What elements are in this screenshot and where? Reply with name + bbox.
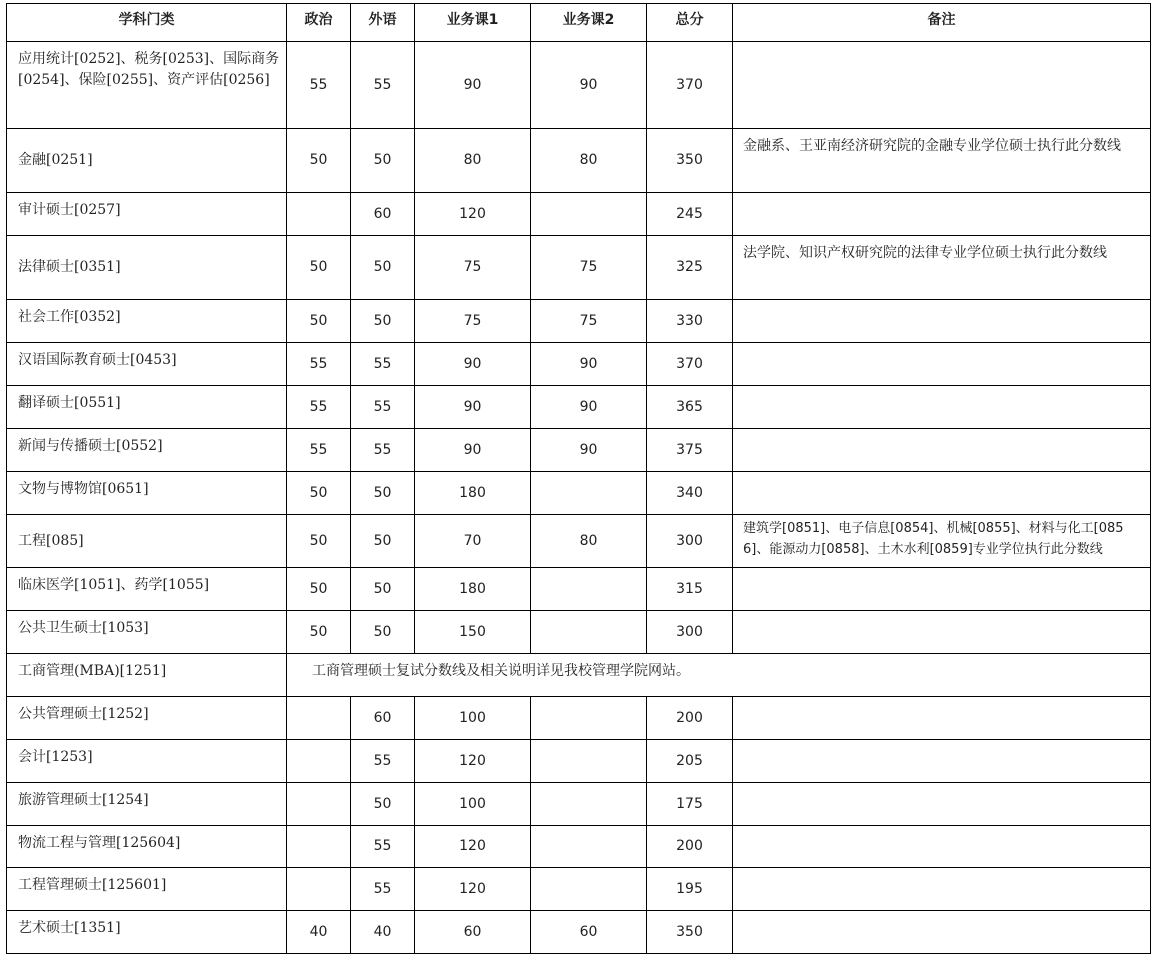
course1-cell: 90 [415,429,531,472]
header-language: 外语 [351,4,415,42]
total-cell: 245 [647,193,733,236]
table-row [7,740,1151,783]
header-category: 学科门类 [7,4,287,42]
table-row [7,868,1151,911]
politics-cell: 55 [287,343,351,386]
politics-cell: 50 [287,611,351,654]
category-cell: 应用统计[0252]、税务[0253]、国际商务[0254]、保险[0255]、资产评估[0256] [7,42,287,129]
table-row [7,386,1151,429]
table-row [7,472,1151,515]
course2-cell: 90 [531,386,647,429]
course1-cell: 75 [415,236,531,300]
category-cell: 会计[1253] [7,740,287,783]
note-cell [733,343,1151,386]
note-cell [733,783,1151,826]
politics-cell [287,826,351,868]
course2-cell [531,697,647,740]
politics-cell: 50 [287,472,351,515]
course1-cell: 100 [415,783,531,826]
course2-cell: 80 [531,129,647,193]
total-cell: 365 [647,386,733,429]
course2-cell: 90 [531,429,647,472]
language-cell: 50 [351,515,415,568]
table-row [7,611,1151,654]
note-cell: 建筑学[0851]、电子信息[0854]、机械[0855]、材料与化工[0856]、能源动力[0858]、土木水利[0859]专业学位执行此分数线 [733,515,1151,568]
politics-cell: 40 [287,911,351,954]
total-cell: 205 [647,740,733,783]
note-cell [733,697,1151,740]
total-cell: 330 [647,300,733,343]
category-cell: 临床医学[1051]、药学[1055] [7,568,287,611]
course2-cell: 60 [531,911,647,954]
table-row [7,783,1151,826]
total-cell: 200 [647,826,733,868]
politics-cell [287,697,351,740]
course1-cell: 80 [415,129,531,193]
course2-cell [531,868,647,911]
table-row [7,42,1151,129]
course1-cell: 90 [415,343,531,386]
language-cell: 55 [351,343,415,386]
politics-cell [287,193,351,236]
table-row [7,429,1151,472]
total-cell: 315 [647,568,733,611]
table-row [7,193,1151,236]
total-cell: 300 [647,515,733,568]
note-cell [733,911,1151,954]
header-politics: 政治 [287,4,351,42]
note-cell [733,300,1151,343]
language-cell: 55 [351,386,415,429]
note-cell [733,826,1151,868]
category-cell: 社会工作[0352] [7,300,287,343]
category-cell: 新闻与传播硕士[0552] [7,429,287,472]
category-cell: 法律硕士[0351] [7,236,287,300]
language-cell: 60 [351,697,415,740]
total-cell: 370 [647,343,733,386]
language-cell: 55 [351,429,415,472]
language-cell: 50 [351,783,415,826]
total-cell: 340 [647,472,733,515]
total-cell: 350 [647,911,733,954]
course1-cell: 60 [415,911,531,954]
language-cell: 55 [351,740,415,783]
table-row [7,568,1151,611]
course1-cell: 120 [415,193,531,236]
language-cell: 55 [351,868,415,911]
header-course1: 业务课1 [415,4,531,42]
category-cell: 艺术硕士[1351] [7,911,287,954]
header-total: 总分 [647,4,733,42]
note-cell: 法学院、知识产权研究院的法律专业学位硕士执行此分数线 [733,236,1151,300]
category-cell: 汉语国际教育硕士[0453] [7,343,287,386]
table-row [7,343,1151,386]
politics-cell [287,868,351,911]
score-table [6,3,1151,954]
total-cell: 195 [647,868,733,911]
category-cell: 审计硕士[0257] [7,193,287,236]
category-cell: 翻译硕士[0551] [7,386,287,429]
politics-cell: 55 [287,386,351,429]
table-row [7,826,1151,868]
note-cell [733,611,1151,654]
course1-cell: 120 [415,826,531,868]
category-cell: 工程[085] [7,515,287,568]
note-cell: 金融系、王亚南经济研究院的金融专业学位硕士执行此分数线 [733,129,1151,193]
course2-cell: 75 [531,300,647,343]
course2-cell [531,783,647,826]
mba-merged-note: 工商管理硕士复试分数线及相关说明详见我校管理学院网站。 [287,654,1151,697]
table-row [7,697,1151,740]
course2-cell [531,193,647,236]
table-row [7,236,1151,300]
course2-cell: 75 [531,236,647,300]
course2-cell [531,568,647,611]
header-note: 备注 [733,4,1151,42]
note-cell [733,386,1151,429]
course1-cell: 70 [415,515,531,568]
politics-cell: 50 [287,515,351,568]
note-cell [733,740,1151,783]
note-cell [733,429,1151,472]
language-cell: 60 [351,193,415,236]
language-cell: 50 [351,300,415,343]
total-cell: 375 [647,429,733,472]
category-cell: 工商管理(MBA)[1251] [7,654,287,697]
category-cell: 旅游管理硕士[1254] [7,783,287,826]
category-cell: 工程管理硕士[125601] [7,868,287,911]
politics-cell [287,740,351,783]
course1-cell: 120 [415,740,531,783]
course1-cell: 90 [415,386,531,429]
category-cell: 公共管理硕士[1252] [7,697,287,740]
note-cell [733,568,1151,611]
category-cell: 文物与博物馆[0651] [7,472,287,515]
language-cell: 50 [351,611,415,654]
table-row [7,911,1151,954]
politics-cell: 50 [287,129,351,193]
header-row [7,4,1151,42]
table-row [7,515,1151,568]
course1-cell: 150 [415,611,531,654]
course2-cell [531,826,647,868]
total-cell: 200 [647,697,733,740]
language-cell: 55 [351,42,415,129]
note-cell [733,472,1151,515]
course2-cell: 90 [531,343,647,386]
politics-cell [287,783,351,826]
language-cell: 50 [351,568,415,611]
course1-cell: 90 [415,42,531,129]
course2-cell: 80 [531,515,647,568]
note-cell [733,868,1151,911]
header-course2: 业务课2 [531,4,647,42]
language-cell: 50 [351,472,415,515]
note-cell [733,193,1151,236]
politics-cell: 50 [287,300,351,343]
language-cell: 40 [351,911,415,954]
note-cell [733,42,1151,129]
politics-cell: 50 [287,236,351,300]
total-cell: 325 [647,236,733,300]
category-cell: 金融[0251] [7,129,287,193]
politics-cell: 55 [287,42,351,129]
course1-cell: 180 [415,568,531,611]
table-row [7,300,1151,343]
table-row [7,129,1151,193]
category-cell: 公共卫生硕士[1053] [7,611,287,654]
course1-cell: 120 [415,868,531,911]
language-cell: 50 [351,236,415,300]
course1-cell: 75 [415,300,531,343]
politics-cell: 55 [287,429,351,472]
course2-cell: 90 [531,42,647,129]
total-cell: 350 [647,129,733,193]
course2-cell [531,740,647,783]
politics-cell: 50 [287,568,351,611]
total-cell: 300 [647,611,733,654]
language-cell: 55 [351,826,415,868]
language-cell: 50 [351,129,415,193]
category-cell: 物流工程与管理[125604] [7,826,287,868]
table-row [7,654,1151,697]
course1-cell: 180 [415,472,531,515]
total-cell: 175 [647,783,733,826]
total-cell: 370 [647,42,733,129]
course2-cell [531,611,647,654]
course1-cell: 100 [415,697,531,740]
course2-cell [531,472,647,515]
